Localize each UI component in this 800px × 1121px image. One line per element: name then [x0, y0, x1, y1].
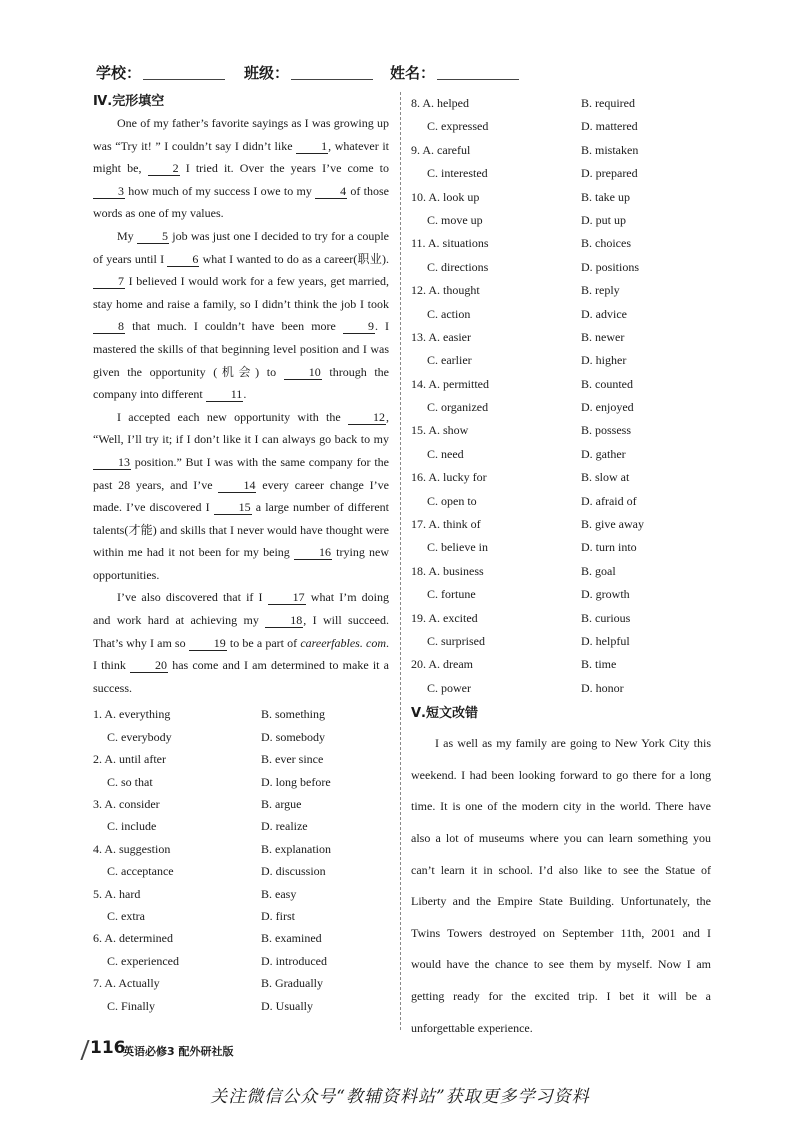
- section5-title: Ⅴ.短文改错: [411, 706, 478, 722]
- passage-text: position.” But I was with the same company for the past 28 years, and I’ve: [93, 454, 389, 492]
- option-choice[interactable]: C. experienced: [107, 953, 179, 968]
- option-choice[interactable]: B. slow at: [581, 470, 630, 485]
- school-field: [96, 62, 225, 83]
- option-row: [411, 677, 711, 700]
- option-choice[interactable]: C. expressed: [427, 119, 489, 134]
- passage-text: I believed I would work for a few years, get married, stay home and raise a family, so I didn’t think the job I took: [93, 274, 389, 311]
- option-choice[interactable]: C. Finally: [107, 998, 156, 1013]
- option-row: [411, 162, 711, 185]
- option-choice[interactable]: D. prepared: [581, 166, 638, 181]
- option-row: [93, 927, 389, 949]
- option-choice[interactable]: 9. A. careful: [411, 142, 471, 157]
- passage-text: I accepted each new opportunity with the: [117, 409, 348, 424]
- blank-14[interactable]: 14: [218, 478, 256, 493]
- option-choice[interactable]: D. turn into: [581, 540, 637, 555]
- option-choice[interactable]: D. introduced: [261, 953, 327, 968]
- blank-15[interactable]: 15: [214, 500, 252, 515]
- passage-text: that much. I couldn’t have been more: [125, 319, 343, 334]
- option-row: [93, 860, 389, 882]
- option-row: [411, 232, 711, 255]
- option-choice[interactable]: 8. A. helped: [411, 96, 469, 110]
- option-choice[interactable]: 15. A. show: [411, 423, 469, 438]
- left-column: [93, 92, 389, 1017]
- option-choice[interactable]: B. mistaken: [581, 142, 639, 157]
- option-choice[interactable]: B. counted: [581, 376, 633, 391]
- option-choice[interactable]: B. newer: [581, 329, 625, 344]
- option-choice[interactable]: C. include: [107, 819, 157, 834]
- options-list-left: [93, 703, 389, 1016]
- passage-text: to be a part of: [226, 635, 301, 650]
- option-row: [411, 256, 711, 279]
- passage-text: job was just one I decided to try for a couple of years until I: [93, 228, 389, 266]
- option-choice[interactable]: 13. A. easier: [411, 329, 471, 344]
- error-correction-passage: I as well as my family are going to New York City this weekend. I had been looking forward to go there for a long time. It is one of the modern city in the world. There have also a lot of museums where you can learn something you can’t learn it in school. I’d also like to see the Statue of Liberty and the Empire State Building. Unfortunately, the Twins Towers destroyed on September 11th, 2001 and I would have the chance to see them by myself. Now I am getting ready for the excited trip. I bet it will be a unforgettable experience.: [411, 736, 711, 1035]
- option-choice[interactable]: B. ever since: [261, 752, 324, 767]
- page-number: 116: [90, 1038, 126, 1058]
- option-row: [411, 583, 711, 606]
- option-choice[interactable]: 11. A. situations: [411, 236, 489, 251]
- option-choice[interactable]: B. take up: [581, 189, 630, 204]
- option-choice[interactable]: B. reply: [581, 283, 620, 298]
- option-choice[interactable]: B. examined: [261, 931, 322, 946]
- cloze-paragraph: [93, 112, 389, 225]
- option-row: [411, 209, 711, 232]
- option-row: [411, 536, 711, 559]
- option-choice[interactable]: C. everybody: [107, 729, 172, 744]
- option-choice[interactable]: B. possess: [581, 423, 632, 438]
- name-blank-line[interactable]: [437, 65, 519, 80]
- right-column: [411, 92, 711, 1044]
- option-choice[interactable]: 17. A. think of: [411, 517, 481, 532]
- blank-10[interactable]: 10: [284, 365, 322, 380]
- option-choice[interactable]: B. goal: [581, 563, 616, 578]
- option-choice[interactable]: C. action: [427, 306, 471, 321]
- option-choice[interactable]: C. interested: [427, 166, 488, 181]
- option-choice[interactable]: 18. A. business: [411, 563, 484, 578]
- blank-9[interactable]: 9: [343, 319, 375, 334]
- option-choice[interactable]: B. curious: [581, 610, 631, 625]
- option-choice[interactable]: D. honor: [581, 680, 624, 695]
- footer-slash: [80, 1040, 89, 1060]
- passage-text: a large number of different talents(才能) and skills that I never would have thought were within me had it not been for my being: [93, 500, 389, 560]
- class-blank-line[interactable]: [291, 65, 373, 80]
- option-choice[interactable]: C. believe in: [427, 540, 488, 555]
- option-choice[interactable]: B. give away: [581, 517, 644, 532]
- option-row: [93, 748, 389, 770]
- option-choice[interactable]: D. helpful: [581, 633, 630, 648]
- option-row: [411, 349, 711, 372]
- blank-4[interactable]: 4: [315, 184, 347, 199]
- blank-17[interactable]: 17: [268, 590, 306, 605]
- option-choice[interactable]: C. acceptance: [107, 864, 174, 879]
- options-list-right: [411, 92, 711, 700]
- blank-19[interactable]: 19: [189, 636, 227, 651]
- section4-title: Ⅳ.完形填空: [93, 94, 165, 109]
- option-choice[interactable]: D. discussion: [261, 864, 326, 879]
- option-choice[interactable]: D. first: [261, 908, 295, 923]
- option-row: [411, 115, 711, 138]
- option-choice[interactable]: 5. A. hard: [93, 886, 141, 901]
- option-choice[interactable]: D. advice: [581, 306, 627, 321]
- option-row: [411, 560, 711, 583]
- option-choice[interactable]: C. move up: [427, 212, 483, 227]
- option-row: [93, 726, 389, 748]
- option-choice[interactable]: D. enjoyed: [581, 400, 634, 415]
- option-row: [93, 771, 389, 793]
- option-choice[interactable]: D. growth: [581, 587, 630, 602]
- option-choice[interactable]: C. power: [427, 680, 471, 695]
- blank-8[interactable]: 8: [93, 319, 125, 334]
- option-choice[interactable]: 2. A. until after: [93, 752, 166, 767]
- option-row: [411, 607, 711, 630]
- option-row: [93, 703, 389, 725]
- blank-20[interactable]: 20: [130, 658, 168, 673]
- option-choice[interactable]: C. earlier: [427, 353, 472, 368]
- option-choice[interactable]: D. put up: [581, 212, 626, 227]
- option-choice[interactable]: D. Usually: [261, 998, 313, 1013]
- option-choice[interactable]: B. something: [261, 707, 326, 722]
- blank-16[interactable]: 16: [294, 545, 332, 560]
- option-row: [411, 373, 711, 396]
- passage-text: through the company into different: [93, 364, 389, 402]
- blank-11[interactable]: 11: [206, 387, 244, 402]
- option-choice[interactable]: B. easy: [261, 886, 297, 901]
- option-choice[interactable]: 14. A. permitted: [411, 376, 489, 391]
- option-row: [93, 793, 389, 815]
- passage-text: , I will succeed. That’s why I am so: [93, 613, 390, 650]
- option-row: [411, 466, 711, 489]
- option-row: [411, 326, 711, 349]
- option-choice[interactable]: C. need: [427, 446, 464, 461]
- option-row: [93, 815, 389, 837]
- passage-text: trying new opportunities.: [93, 545, 390, 582]
- option-row: [93, 905, 389, 927]
- passage-text: . I think: [93, 635, 389, 673]
- option-choice[interactable]: D. long before: [261, 774, 331, 789]
- option-choice[interactable]: 1. A. everything: [93, 707, 171, 722]
- blank-18[interactable]: 18: [265, 613, 303, 628]
- option-row: [411, 279, 711, 302]
- option-choice[interactable]: B. Gradually: [261, 976, 323, 991]
- class-field: [244, 62, 373, 83]
- option-row: [411, 513, 711, 536]
- option-choice[interactable]: 7. A. Actually: [93, 976, 160, 991]
- section5: [411, 704, 711, 1044]
- option-row: [411, 92, 711, 115]
- option-row: [93, 972, 389, 994]
- option-choice[interactable]: B. argue: [261, 797, 302, 811]
- option-choice[interactable]: C. open to: [427, 493, 477, 508]
- passage-text: , “Well, I’ll try it; if I don’t like it I can always go back to my: [93, 409, 389, 447]
- passage-text: One of my father’s favorite sayings as I was growing up was “Try it! ” I couldn’t say I didn’t like: [93, 116, 389, 153]
- passage-text: My: [117, 228, 137, 243]
- italic-text: careerfables. com: [300, 635, 386, 650]
- option-choice[interactable]: B. explanation: [261, 841, 331, 856]
- cloze-passage: [93, 112, 389, 699]
- blank-5[interactable]: 5: [137, 229, 169, 244]
- option-choice[interactable]: 16. A. lucky for: [411, 470, 487, 485]
- cloze-paragraph: [93, 586, 389, 699]
- passage-text: I’ve also discovered that if I: [117, 590, 268, 605]
- option-choice[interactable]: D. higher: [581, 353, 627, 368]
- option-choice[interactable]: D. realize: [261, 819, 308, 834]
- option-choice[interactable]: 12. A. thought: [411, 283, 480, 298]
- cloze-paragraph: [93, 406, 389, 587]
- passage-text: of those words as one of my values.: [93, 183, 389, 221]
- option-choice[interactable]: B. time: [581, 657, 617, 672]
- option-choice[interactable]: C. directions: [427, 259, 489, 274]
- option-row: [93, 883, 389, 905]
- blank-12[interactable]: 12: [348, 410, 386, 425]
- passage-text: has come and I am determined to make it a success.: [93, 658, 389, 695]
- school-label: 学校：: [96, 64, 142, 82]
- option-choice[interactable]: C. extra: [107, 908, 145, 923]
- name-field: [390, 62, 519, 83]
- option-choice[interactable]: D. gather: [581, 446, 626, 461]
- option-row: [411, 303, 711, 326]
- option-choice[interactable]: D. positions: [581, 259, 640, 274]
- blank-13[interactable]: 13: [93, 455, 131, 470]
- option-choice[interactable]: C. so that: [107, 774, 153, 789]
- option-choice[interactable]: B. choices: [581, 236, 631, 251]
- option-choice[interactable]: C. surprised: [427, 633, 485, 648]
- option-row: [93, 950, 389, 972]
- option-row: [411, 139, 711, 162]
- option-row: [411, 630, 711, 653]
- option-choice[interactable]: 20. A. dream: [411, 657, 473, 672]
- option-choice[interactable]: 19. A. excited: [411, 610, 478, 625]
- option-choice[interactable]: D. mattered: [581, 119, 638, 134]
- option-choice[interactable]: C. organized: [427, 400, 489, 415]
- option-choice[interactable]: D. afraid of: [581, 493, 637, 508]
- blank-1[interactable]: 1: [296, 139, 328, 154]
- promo-text: 关注微信公众号“教辅资料站”获取更多学习资料: [210, 1087, 590, 1107]
- option-choice[interactable]: 4. A. suggestion: [93, 841, 171, 856]
- option-row: [93, 838, 389, 860]
- option-row: [411, 186, 711, 209]
- cloze-paragraph: [93, 225, 389, 406]
- option-choice[interactable]: 6. A. determined: [93, 931, 173, 946]
- option-row: [93, 995, 389, 1017]
- option-choice[interactable]: D. somebody: [261, 729, 325, 744]
- option-choice[interactable]: 10. A. look up: [411, 189, 480, 204]
- passage-text: I tried it. Over the years I’ve come to: [179, 161, 390, 176]
- column-divider: [400, 92, 401, 1030]
- option-row: [411, 396, 711, 419]
- option-row: [411, 419, 711, 442]
- blank-3[interactable]: 3: [93, 184, 125, 199]
- option-choice[interactable]: C. fortune: [427, 587, 476, 602]
- passage-text: , whatever it might be,: [93, 138, 389, 176]
- passage-text: . I mastered the skills of that beginning level position and I was given the opportunity (机会) to: [93, 319, 390, 379]
- option-row: [411, 653, 711, 676]
- book-title: 英语必修3 配外研社版: [123, 1045, 234, 1058]
- option-row: [411, 443, 711, 466]
- blank-7[interactable]: 7: [93, 274, 125, 289]
- class-label: 班级：: [244, 64, 290, 82]
- passage-text: what I’m doing and work hard at achieving my: [93, 590, 389, 628]
- option-choice[interactable]: B. required: [581, 96, 635, 110]
- option-choice[interactable]: 3. A. consider: [93, 797, 160, 811]
- name-label: 姓名：: [390, 64, 436, 82]
- school-blank-line[interactable]: [143, 65, 225, 80]
- passage-text: what I wanted to do as a career(职业).: [199, 251, 390, 266]
- blank-2[interactable]: 2: [148, 161, 180, 176]
- passage-text: .: [243, 387, 247, 402]
- blank-6[interactable]: 6: [167, 252, 199, 267]
- passage-text: how much of my success I owe to my: [125, 183, 316, 198]
- passage-text: every career change I’ve made. I’ve discovered I: [93, 477, 389, 515]
- option-row: [411, 490, 711, 513]
